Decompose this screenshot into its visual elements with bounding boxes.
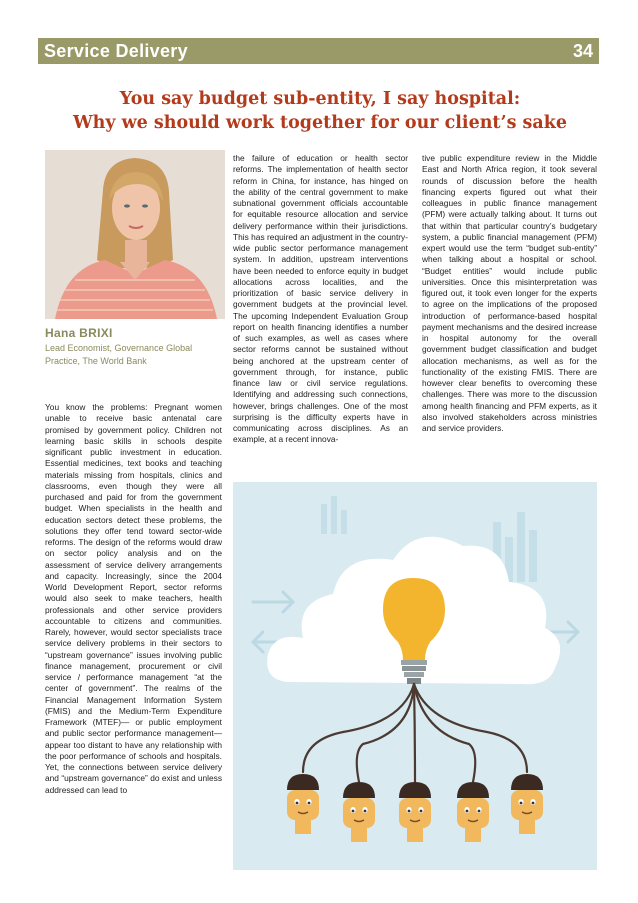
article-title-line-1: You say budget sub-entity, I say hospital: [119,89,521,109]
header-bar [38,38,599,64]
body-text: tive public expenditure review in the Middle East and North Africa region, it took several rounds of discussion before the health financing experts figured out what their colleagues in public finance management (PFM) were actually talking about. It turns out that within that particular country’s budgetary system, a public financial management (PFM) expert would use the term “budget sub-entity” when talking about a hospital or school. “Budget entities” would include public universities. Once this misinterpretation was figured out, it took even longer for the experts to agree on the implications of the proposed introduction of performance-based hospital payment mechanisms and the desired increase in hospital autonomy for the overall government budget classification and budget allocation mechanisms, as well as for the functionality of the existing FMIS. There are however clear benefits to overcoming these challenges. There was more to the discussion among health financing and PFM experts, as it also involved stakeholders across ministries and service providers. [422,153,597,433]
author-portrait-photo [45,150,225,319]
lightbulb-cloud-people-illustration [233,482,597,870]
body-column-1 [45,402,222,796]
body-text: You know the problems: Pregnant women unable to receive basic antenatal care promised by government policy. Children not learning basic skills in schools despite significant public investment in education. Essential medicines, text books and teaching materials missing from hospitals, clinics and classrooms, even though they were all purchased and paid for from the government budget. When specialists in the health and education sectors detect these problems, the solutions they offer tend toward sector-wide reforms. The design of the reforms would draw on sector policy analysis and on the assessment of service delivery arrangements and capacity. Increasingly, since the 2004 World Development Report, sector reforms would also seek to make teachers, health professionals and other service providers accountable to citizens and communities. Rarely, however, would sector specialists trace service delivery problems in their sectors to “upstream governance” issues involving public finance management, procurement or civil service / performance management “at the center of government”. The realms of the Financial Management Information System (FMIS) and the Medium-Term Expenditure Framework (MTEF)— or public employment and public sector performance management— appear too distant to have any relationship with the poor performance of schools and hospitals. Yet, the connections between service delivery and “upstream governance” do exist and unless addressed can lead to [45,402,222,795]
body-column-3 [422,153,597,434]
page-number: 34 [572,41,593,61]
section-title: Service Delivery [44,41,188,61]
body-text: the failure of education or health sector reforms. The implementation of health sector reform in China, for instance, has hinged on the ability of the central government to make subnational government officials accountable for equitable resource allocation and service delivery performance within their jurisdictions. This has required an adjustment in the country-wide public sector performance management system. In addition, upstream interventions have been needed to enforce equity in budget allocations across localities, and the prioritization of basic service delivery in government budgets at the provincial level. The upcoming Independent Evaluation Group report on health financing identifies a number of such examples, as well as cases where sector reforms cannot be sustained without being anchored at the upstream center of government through, for instance, public finance law or civil service regulations. Identifying and addressing such connections, however, brings challenges. One of the most surprising is the difficulty experts have in communicating across disciplines. As an example, at a recent innova- [233,153,408,445]
body-column-2 [233,153,408,446]
article-title-line-2: Why we should work together for our client’s sake [72,113,568,133]
author-name: Hana BRIXI [45,326,113,340]
author-role: Lead Economist, Governance Global Practice, The World Bank [45,343,193,366]
